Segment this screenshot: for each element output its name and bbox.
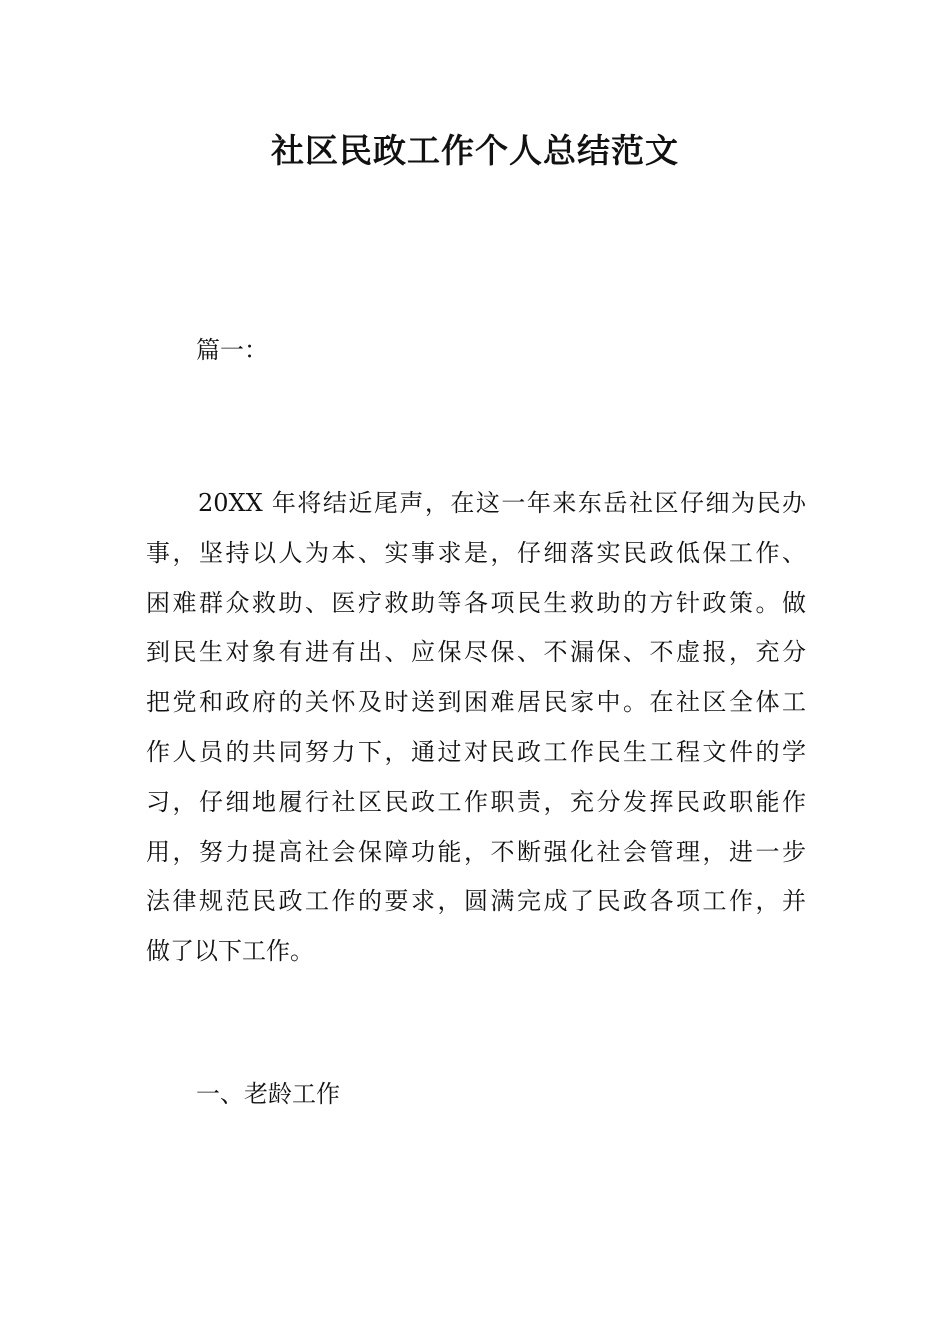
paragraph-line: 困难群众救助、医疗救助等各项民生救助的方针政策。做 bbox=[146, 588, 806, 617]
paragraph-line: 事，坚持以人为本、实事求是，仔细落实民政低保工作、 bbox=[146, 538, 806, 567]
document-title: 社区民政工作个人总结范文 bbox=[271, 131, 679, 170]
paragraph-line: 作人员的共同努力下，通过对民政工作民生工程文件的学 bbox=[146, 737, 806, 766]
paragraph-line: 把党和政府的关怀及时送到困难居民家中。在社区全体工 bbox=[146, 688, 806, 717]
paragraph-line: 到民生对象有进有出、应保尽保、不漏保、不虚报，充分 bbox=[146, 638, 806, 667]
section-label: 篇一： bbox=[196, 336, 268, 364]
paragraph-line: 做了以下工作。 bbox=[146, 937, 314, 966]
paragraph-line: 习，仔细地履行社区民政工作职责，充分发挥民政职能作 bbox=[146, 787, 806, 816]
paragraph-line: 用，努力提高社会保障功能，不断强化社会管理，进一步 bbox=[146, 837, 806, 866]
subheading-elderly-work: 一、老龄工作 bbox=[196, 1080, 340, 1108]
paragraph-line: 法律规范民政工作的要求，圆满完成了民政各项工作，并 bbox=[146, 887, 806, 916]
paragraph-line: 20XX 年将结近尾声，在这一年来东岳社区仔细为民办 bbox=[198, 489, 806, 517]
body-paragraph bbox=[146, 479, 806, 977]
